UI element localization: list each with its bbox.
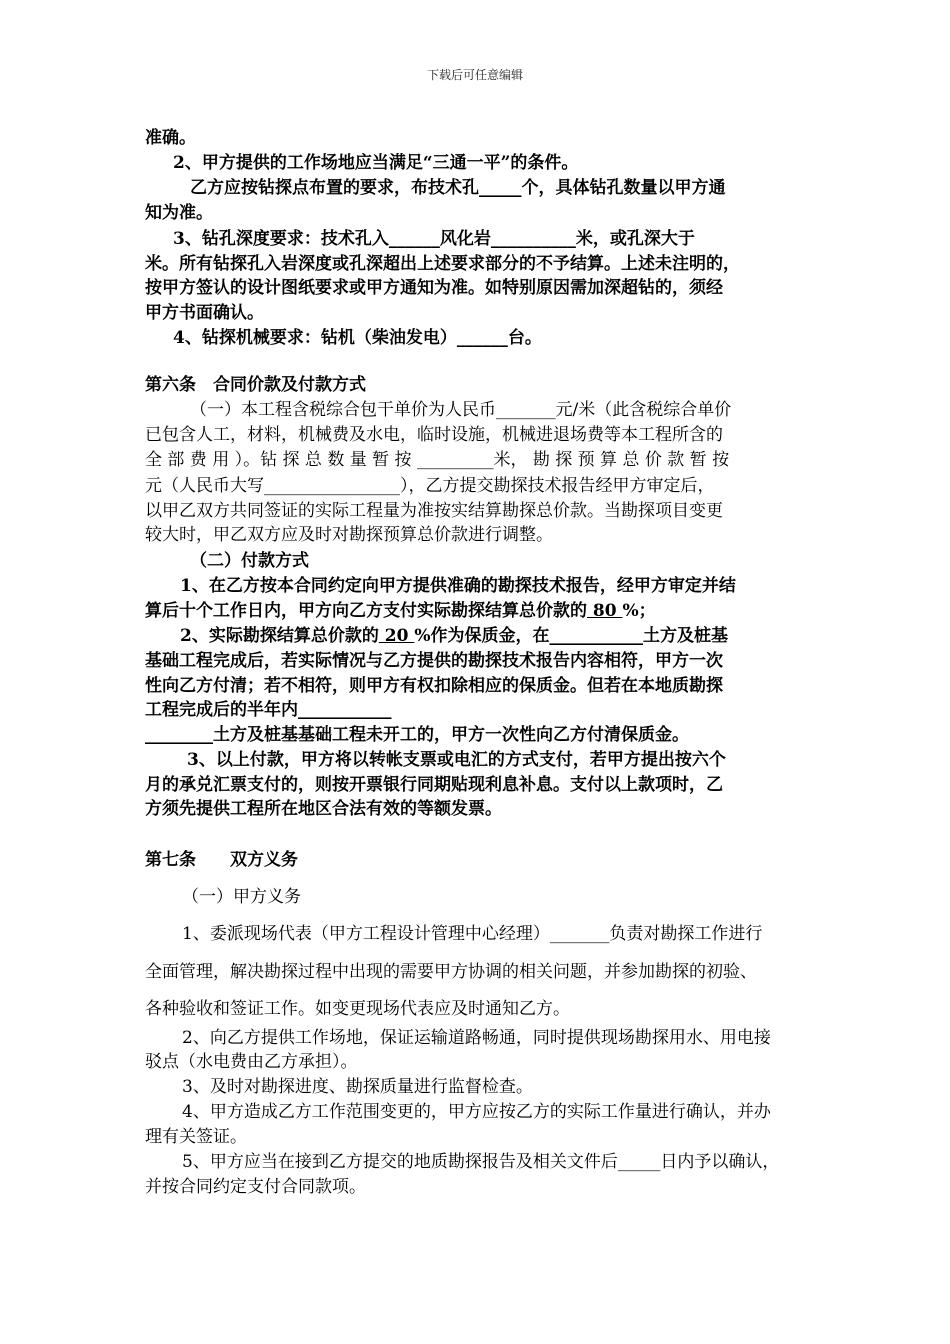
text-line	[180, 624, 728, 648]
text-line: 1、委派现场代表（甲方工程设计管理中心经理）_______负责对勘探工作进行	[182, 924, 763, 944]
page-header: 下载后可任意编辑	[426, 68, 523, 82]
text-fragment: %；	[622, 601, 656, 621]
subsection-heading: （二）付款方式	[190, 551, 309, 571]
text-line: 工程完成后的半年内___________	[145, 700, 392, 720]
text-line: 较大时，甲乙双方应及时对勘探预算总价款进行调整。	[145, 525, 553, 545]
text-line: 准确。	[145, 128, 196, 148]
text-line: 并按合同约定支付合同款项。	[145, 1177, 366, 1197]
text-line: 3、钻孔深度要求：技术孔入______风化岩__________米，或孔深大于	[173, 229, 695, 249]
text-line: 1、在乙方按本合同约定向甲方提供准确的勘探技术报告，经甲方审定并结	[180, 576, 736, 596]
text-line: 已包含人工，材料，机械费及水电，临时设施，机械进退场费等本工程所含的	[145, 425, 723, 445]
text-line: 各种验收和签证工作。如变更现场代表应及时通知乙方。	[145, 999, 570, 1019]
text-line: 米。所有钻探孔入岩深度或孔深超出上述要求部分的不予结算。上述未注明的，	[145, 254, 740, 274]
text-line: 月的承兑汇票支付的，则按开票银行同期贴现利息补息。支付以上款项时，乙	[145, 775, 723, 795]
text-fragment: %作为保质金，在___________土方及桩基	[414, 626, 728, 646]
text-line: 乙方应按钻探点布置的要求，布技术孔_____个，具体钻孔数量以甲方通	[190, 178, 726, 198]
text-line: 5、甲方应当在接到乙方提交的地质勘探报告及相关文件后_____日内予以确认，	[182, 1152, 780, 1172]
text-line: 性向乙方付清；若不相符，则甲方有权扣除相应的保质金。但若在本地质勘探	[145, 676, 723, 696]
text-line: 理有关签证。	[145, 1127, 247, 1147]
subsection-heading: （一）甲方义务	[182, 887, 301, 907]
text-line: 3、及时对勘探进度、勘探质量进行监督检查。	[182, 1077, 533, 1097]
text-line: 甲方书面确认。	[145, 303, 264, 323]
text-line: 2、甲方提供的工作场地应当满足“三通一平”的条件。	[173, 153, 579, 173]
text-line: 元（人民币大写________________），乙方提交勘探技术报告经甲方审定后，	[145, 476, 715, 496]
text-line: 知为准。	[145, 203, 213, 223]
text-line: 以甲乙双方共同签证的实际工程量为准按实结算勘探总价款。当勘探项目变更	[145, 501, 723, 521]
text-line: 驳点（水电费由乙方承担）。	[145, 1052, 358, 1072]
text-line: 方须先提供工程所在地区合法有效的等额发票。	[145, 799, 502, 819]
section-heading: 第七条 双方义务	[145, 850, 298, 870]
text-line: 4、钻探机械要求：钻机（柴油发电）______台。	[173, 328, 542, 348]
text-line: 全 部 费 用 ）。钻 探 总 数 量 暂 按 _________米， 勘 探 预 算 总 价 款 暂 按	[145, 450, 730, 470]
text-line: 3、以上付款，甲方将以转帐支票或电汇的方式支付，若甲方提出按六个	[187, 750, 726, 770]
text-line: 全面管理，解决勘探过程中出现的需要甲方协调的相关问题，并参加勘探的初验、	[145, 962, 757, 982]
text-line	[145, 599, 656, 623]
percent-value: 20	[378, 626, 415, 646]
section-heading: 第六条 合同价款及付款方式	[145, 375, 366, 395]
text-line: 按甲方签认的设计图纸要求或甲方通知为准。如特别原因需加深超钻的，须经	[145, 278, 723, 298]
text-line: 4、甲方造成乙方工作范围变更的，甲方应按乙方的实际工作量进行确认，并办	[182, 1102, 771, 1122]
text-line: 基础工程完成后，若实际情况与乙方提供的勘探技术报告内容相符，甲方一次	[145, 651, 723, 671]
text-line: 2、向乙方提供工作场地，保证运输道路畅通，同时提供现场勘探用水、用电接	[182, 1028, 771, 1048]
text-fragment: 算后十个工作日内，甲方向乙方支付实际勘探结算总价款的	[145, 601, 587, 621]
text-line: ________土方及桩基基础工程未开工的，甲方一次性向乙方付清保质金。	[145, 725, 689, 745]
text-line: （一）本工程含税综合包干单价为人民币_______元/米（此含税综合单价	[190, 400, 732, 420]
text-fragment: 2、实际勘探结算总价款的	[180, 626, 379, 646]
percent-value: 80	[587, 601, 623, 621]
